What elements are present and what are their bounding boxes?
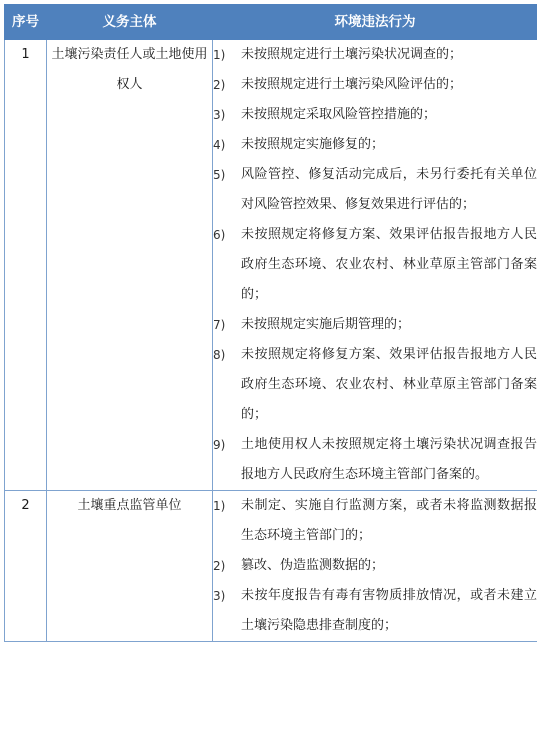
table-row: [5, 491, 538, 642]
item-number: 2): [213, 78, 226, 92]
table-body: [5, 40, 538, 642]
item-text: 未按照规定进行土壤污染风险评估的；: [241, 77, 463, 92]
list-item: [213, 581, 537, 641]
header-number: 序号: [5, 5, 47, 40]
item-text: 未按照规定实施后期管理的；: [241, 317, 411, 332]
header-subject: 义务主体: [47, 5, 213, 40]
item-number: 2): [213, 559, 226, 573]
list-item: [213, 491, 537, 551]
item-text: 风险管控、修复活动完成后，未另行委托有关单位对风险管控效果、修复效果进行评估的；: [241, 167, 537, 212]
list-item: [213, 430, 537, 490]
table-container: [4, 4, 537, 732]
item-number: 3): [213, 108, 226, 122]
item-number: 7): [213, 318, 226, 332]
item-number: 3): [213, 589, 226, 603]
item-number: 9): [213, 438, 226, 452]
item-text: 未制定、实施自行监测方案，或者未将监测数据报生态环境主管部门的；: [241, 498, 537, 543]
row-subject: 土壤重点监管单位: [47, 491, 213, 642]
list-item: [213, 130, 537, 160]
item-text: 未按年度报告有毒有害物质排放情况，或者未建立土壤污染隐患排查制度的；: [241, 588, 537, 633]
item-text: 未按照规定将修复方案、效果评估报告报地方人民政府生态环境、农业农村、林业草原主管部门备案的；: [241, 227, 537, 302]
item-text: 篡改、伪造监测数据的；: [241, 558, 385, 573]
list-item: [213, 160, 537, 220]
violation-table: [4, 4, 537, 642]
item-number: 8): [213, 348, 226, 362]
list-item: [213, 220, 537, 310]
list-item: [213, 551, 537, 581]
list-item: [213, 70, 537, 100]
header-row: [5, 5, 538, 40]
item-number: 1): [213, 48, 226, 62]
item-text: 未按照规定实施修复的；: [241, 137, 385, 152]
table-row: [5, 40, 538, 491]
row-actions: [213, 40, 538, 491]
header-action: 环境违法行为: [213, 5, 538, 40]
table-header: [5, 5, 538, 40]
list-item: [213, 100, 537, 130]
action-list: [213, 40, 537, 490]
row-actions: [213, 491, 538, 642]
item-text: 未按照规定将修复方案、效果评估报告报地方人民政府生态环境、农业农村、林业草原主管部门备案的；: [241, 347, 537, 422]
row-subject: 土壤污染责任人或土地使用权人: [47, 40, 213, 491]
list-item: [213, 40, 537, 70]
item-text: 未按照规定进行土壤污染状况调查的；: [241, 47, 463, 62]
item-number: 5): [213, 168, 226, 182]
action-list: [213, 491, 537, 641]
row-number: 2: [5, 491, 47, 642]
item-text: 未按照规定采取风险管控措施的；: [241, 107, 437, 122]
item-text: 土地使用权人未按照规定将土壤污染状况调查报告报地方人民政府生态环境主管部门备案的。: [241, 437, 537, 482]
row-number: 1: [5, 40, 47, 491]
list-item: [213, 340, 537, 430]
list-item: [213, 310, 537, 340]
item-number: 6): [213, 228, 226, 242]
item-number: 1): [213, 499, 226, 513]
item-number: 4): [213, 138, 226, 152]
